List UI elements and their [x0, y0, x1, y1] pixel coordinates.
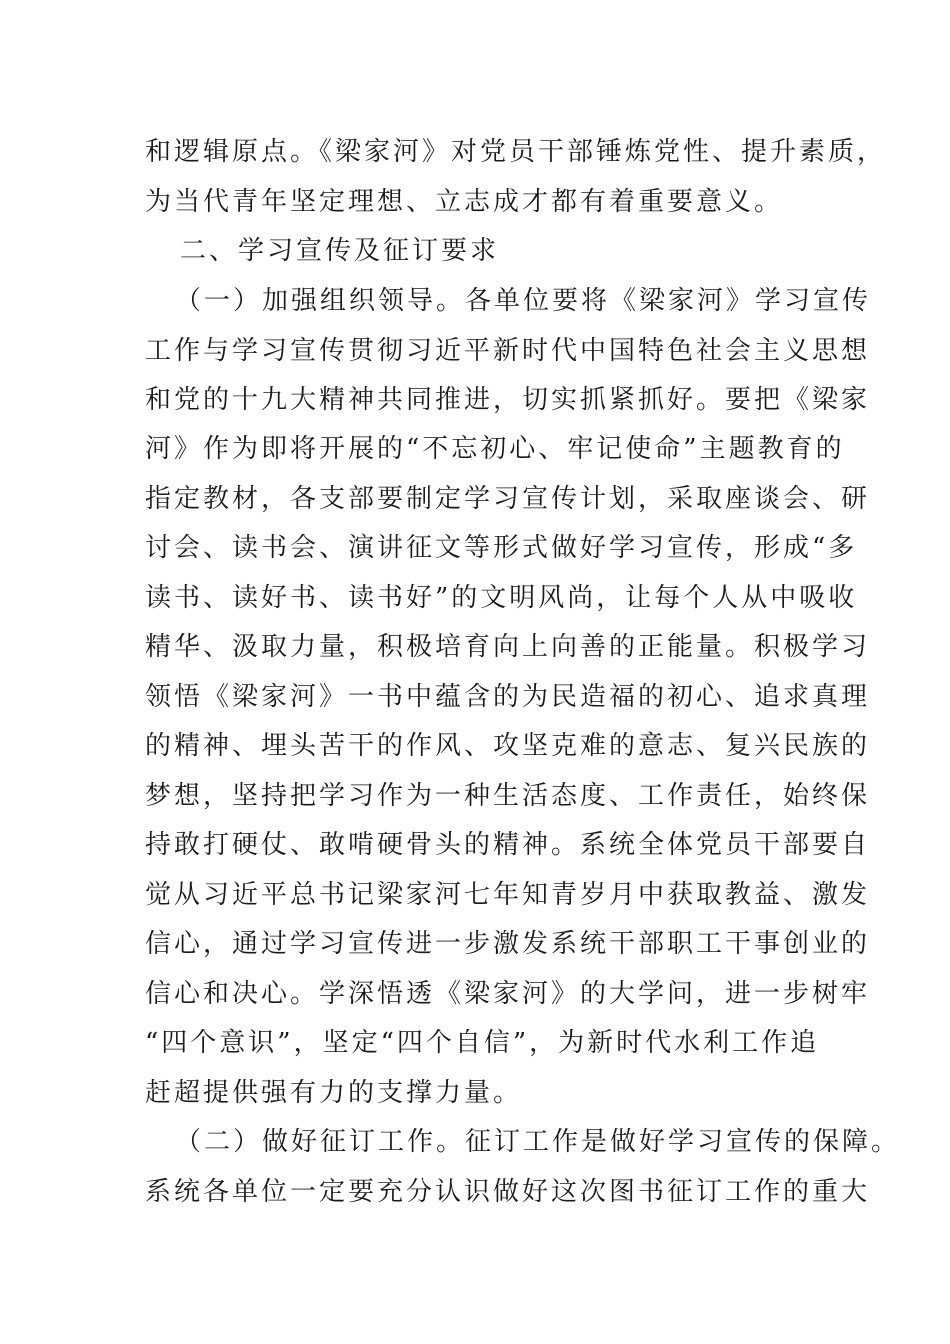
paragraph-line: 梦想，坚持把学习作为一种生活态度、工作责任，始终保 [145, 781, 871, 811]
paragraph-line: 觉从习近平总书记梁家河七年知青岁月中获取教益、激发 [145, 880, 871, 910]
paragraph-line: 讨会、读书会、演讲征文等形式做好学习宣传，形成“多 [145, 533, 858, 563]
paragraph-line: （二）做好征订工作。征订工作是做好学习宣传的保障。 [175, 1127, 901, 1157]
paragraph-line: 读书、读好书、读书好”的文明风尚，让每个人从中吸收 [145, 583, 858, 613]
paragraph-line: 系统各单位一定要充分认识做好这次图书征订工作的重大 [145, 1177, 871, 1207]
paragraph-line: 指定教材，各支部要制定学习宣传计划，采取座谈会、研 [145, 484, 871, 514]
paragraph-line: 工作与学习宣传贯彻习近平新时代中国特色社会主义思想 [145, 336, 871, 366]
paragraph-line: 持敢打硬仗、敢啃硬骨头的精神。系统全体党员干部要自 [145, 830, 871, 860]
paragraph-line: 为当代青年坚定理想、立志成才都有着重要意义。 [145, 187, 784, 217]
paragraph-line: （一）加强组织领导。各单位要将《梁家河》学习宣传 [175, 286, 872, 316]
paragraph-line: 的精神、埋头苦干的作风、攻坚克难的意志、复兴民族的 [145, 731, 871, 761]
paragraph-line: 和党的十九大精神共同推进，切实抓紧抓好。要把《梁家 [145, 385, 871, 415]
paragraph-line: 和逻辑原点。《梁家河》对党员干部锤炼党性、提升素质， [145, 137, 887, 167]
paragraph-line: 领悟《梁家河》一书中蕴含的为民造福的初心、追求真理 [145, 682, 871, 712]
paragraph-line: 信心和决心。学深悟透《梁家河》的大学问，进一步树牢 [145, 979, 871, 1009]
paragraph-line: “四个意识”，坚定“四个自信”，为新时代水利工作追 [145, 1028, 820, 1058]
paragraph-line: 信心，通过学习宣传进一步激发系统干部职工干事创业的 [145, 929, 871, 959]
paragraph-line: 精华、汲取力量，积极培育向上向善的正能量。积极学习 [145, 632, 871, 662]
paragraph-line: 河》作为即将开展的“不忘初心、牢记使命”主题教育的 [145, 434, 845, 464]
paragraph-line: 赶超提供强有力的支撑力量。 [145, 1078, 523, 1108]
section-heading: 二、学习宣传及征订要求 [180, 236, 500, 266]
